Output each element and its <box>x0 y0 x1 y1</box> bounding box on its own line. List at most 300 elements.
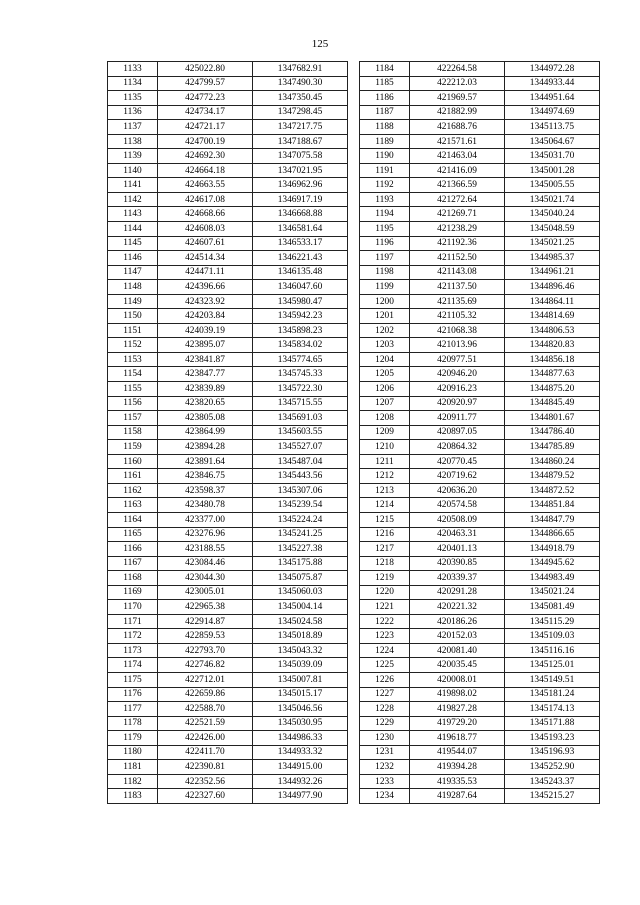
point-number-cell: 1147 <box>108 265 158 280</box>
point-number-cell: 1146 <box>108 251 158 266</box>
y-coordinate-cell: 1345007.81 <box>253 672 348 687</box>
table-row <box>360 207 600 222</box>
point-number-cell: 1182 <box>108 774 158 789</box>
table-row <box>108 614 348 629</box>
y-coordinate-cell: 1345004.14 <box>253 600 348 615</box>
table-row <box>108 600 348 615</box>
y-coordinate-cell: 1345980.47 <box>253 294 348 309</box>
point-number-cell: 1137 <box>108 120 158 135</box>
point-number-cell: 1174 <box>108 658 158 673</box>
table-row <box>360 192 600 207</box>
y-coordinate-cell: 1344974.69 <box>505 105 600 120</box>
y-coordinate-cell: 1345181.24 <box>505 687 600 702</box>
y-coordinate-cell: 1344785.89 <box>505 440 600 455</box>
x-coordinate-cell: 425022.80 <box>158 62 253 77</box>
table-row <box>108 62 348 77</box>
point-number-cell: 1199 <box>360 280 410 295</box>
y-coordinate-cell: 1345018.89 <box>253 629 348 644</box>
table-row <box>108 91 348 106</box>
y-coordinate-cell: 1344814.69 <box>505 309 600 324</box>
x-coordinate-cell: 424668.66 <box>158 207 253 222</box>
y-coordinate-cell: 1344933.32 <box>253 745 348 760</box>
x-coordinate-cell: 420770.45 <box>410 454 505 469</box>
x-coordinate-cell: 424664.18 <box>158 163 253 178</box>
point-number-cell: 1234 <box>360 789 410 804</box>
y-coordinate-cell: 1345081.49 <box>505 600 600 615</box>
x-coordinate-cell: 424514.34 <box>158 251 253 266</box>
table-row <box>360 149 600 164</box>
x-coordinate-cell: 424617.08 <box>158 192 253 207</box>
point-number-cell: 1196 <box>360 236 410 251</box>
y-coordinate-cell: 1345046.56 <box>253 702 348 717</box>
point-number-cell: 1176 <box>108 687 158 702</box>
table-row <box>360 469 600 484</box>
point-number-cell: 1163 <box>108 498 158 513</box>
x-coordinate-cell: 422352.56 <box>158 774 253 789</box>
table-row <box>108 483 348 498</box>
x-coordinate-cell: 420897.05 <box>410 425 505 440</box>
table-row <box>108 542 348 557</box>
table-row <box>360 178 600 193</box>
y-coordinate-cell: 1347682.91 <box>253 62 348 77</box>
point-number-cell: 1178 <box>108 716 158 731</box>
point-number-cell: 1139 <box>108 149 158 164</box>
y-coordinate-cell: 1345224.24 <box>253 512 348 527</box>
point-number-cell: 1233 <box>360 774 410 789</box>
point-number-cell: 1142 <box>108 192 158 207</box>
x-coordinate-cell: 424471.11 <box>158 265 253 280</box>
point-number-cell: 1144 <box>108 222 158 237</box>
y-coordinate-cell: 1344932.26 <box>253 774 348 789</box>
x-coordinate-cell: 422859.53 <box>158 629 253 644</box>
x-coordinate-cell: 421152.50 <box>410 251 505 266</box>
x-coordinate-cell: 424700.19 <box>158 134 253 149</box>
x-coordinate-cell: 423846.75 <box>158 469 253 484</box>
y-coordinate-cell: 1347217.75 <box>253 120 348 135</box>
point-number-cell: 1222 <box>360 614 410 629</box>
point-number-cell: 1154 <box>108 367 158 382</box>
point-number-cell: 1133 <box>108 62 158 77</box>
x-coordinate-cell: 421143.08 <box>410 265 505 280</box>
table-row <box>108 396 348 411</box>
y-coordinate-cell: 1345021.25 <box>505 236 600 251</box>
y-coordinate-cell: 1344820.83 <box>505 338 600 353</box>
table-row <box>108 498 348 513</box>
point-number-cell: 1151 <box>108 323 158 338</box>
table-row <box>108 382 348 397</box>
y-coordinate-cell: 1344877.63 <box>505 367 600 382</box>
coordinates-table-left <box>107 61 348 804</box>
point-number-cell: 1165 <box>108 527 158 542</box>
x-coordinate-cell: 422212.03 <box>410 76 505 91</box>
table-row <box>108 280 348 295</box>
point-number-cell: 1209 <box>360 425 410 440</box>
table-row <box>108 425 348 440</box>
x-coordinate-cell: 424323.92 <box>158 294 253 309</box>
x-coordinate-cell: 420463.31 <box>410 527 505 542</box>
y-coordinate-cell: 1344915.00 <box>253 760 348 775</box>
x-coordinate-cell: 419827.28 <box>410 702 505 717</box>
table-row <box>108 658 348 673</box>
point-number-cell: 1215 <box>360 512 410 527</box>
table-row <box>360 236 600 251</box>
x-coordinate-cell: 423891.64 <box>158 454 253 469</box>
point-number-cell: 1141 <box>108 178 158 193</box>
table-row <box>360 629 600 644</box>
y-coordinate-cell: 1345116.16 <box>505 643 600 658</box>
x-coordinate-cell: 423598.37 <box>158 483 253 498</box>
table-row <box>108 309 348 324</box>
x-coordinate-cell: 423188.55 <box>158 542 253 557</box>
x-coordinate-cell: 421137.50 <box>410 280 505 295</box>
x-coordinate-cell: 423044.30 <box>158 571 253 586</box>
table-row <box>108 367 348 382</box>
table-row <box>360 163 600 178</box>
y-coordinate-cell: 1345149.51 <box>505 672 600 687</box>
y-coordinate-cell: 1344933.44 <box>505 76 600 91</box>
x-coordinate-cell: 421269.71 <box>410 207 505 222</box>
point-number-cell: 1185 <box>360 76 410 91</box>
table-row <box>360 62 600 77</box>
point-number-cell: 1206 <box>360 382 410 397</box>
x-coordinate-cell: 421463.04 <box>410 149 505 164</box>
y-coordinate-cell: 1345487.04 <box>253 454 348 469</box>
point-number-cell: 1162 <box>108 483 158 498</box>
point-number-cell: 1229 <box>360 716 410 731</box>
y-coordinate-cell: 1346668.88 <box>253 207 348 222</box>
y-coordinate-cell: 1344864.11 <box>505 294 600 309</box>
point-number-cell: 1169 <box>108 585 158 600</box>
x-coordinate-cell: 423480.78 <box>158 498 253 513</box>
y-coordinate-cell: 1345241.25 <box>253 527 348 542</box>
point-number-cell: 1179 <box>108 731 158 746</box>
x-coordinate-cell: 423377.00 <box>158 512 253 527</box>
point-number-cell: 1191 <box>360 163 410 178</box>
point-number-cell: 1161 <box>108 469 158 484</box>
table-row <box>360 425 600 440</box>
x-coordinate-cell: 424039.19 <box>158 323 253 338</box>
y-coordinate-cell: 1346917.19 <box>253 192 348 207</box>
table-row <box>108 745 348 760</box>
y-coordinate-cell: 1345024.58 <box>253 614 348 629</box>
table-row <box>108 251 348 266</box>
point-number-cell: 1223 <box>360 629 410 644</box>
point-number-cell: 1189 <box>360 134 410 149</box>
x-coordinate-cell: 420390.85 <box>410 556 505 571</box>
y-coordinate-cell: 1344961.21 <box>505 265 600 280</box>
table-row <box>360 280 600 295</box>
x-coordinate-cell: 421238.29 <box>410 222 505 237</box>
x-coordinate-cell: 420081.40 <box>410 643 505 658</box>
table-row <box>108 149 348 164</box>
y-coordinate-cell: 1345115.29 <box>505 614 600 629</box>
point-number-cell: 1205 <box>360 367 410 382</box>
table-row <box>360 643 600 658</box>
point-number-cell: 1210 <box>360 440 410 455</box>
table-row <box>108 556 348 571</box>
y-coordinate-cell: 1345196.93 <box>505 745 600 760</box>
table-row <box>360 382 600 397</box>
x-coordinate-cell: 421571.61 <box>410 134 505 149</box>
table-row <box>360 483 600 498</box>
y-coordinate-cell: 1346581.64 <box>253 222 348 237</box>
x-coordinate-cell: 424721.17 <box>158 120 253 135</box>
point-number-cell: 1208 <box>360 411 410 426</box>
point-number-cell: 1184 <box>360 62 410 77</box>
table-row <box>360 396 600 411</box>
point-number-cell: 1217 <box>360 542 410 557</box>
x-coordinate-cell: 424692.30 <box>158 149 253 164</box>
point-number-cell: 1187 <box>360 105 410 120</box>
x-coordinate-cell: 420508.09 <box>410 512 505 527</box>
point-number-cell: 1170 <box>108 600 158 615</box>
x-coordinate-cell: 422264.58 <box>410 62 505 77</box>
table-row <box>360 440 600 455</box>
x-coordinate-cell: 423895.07 <box>158 338 253 353</box>
x-coordinate-cell: 423005.01 <box>158 585 253 600</box>
table-row <box>108 222 348 237</box>
point-number-cell: 1140 <box>108 163 158 178</box>
y-coordinate-cell: 1345048.59 <box>505 222 600 237</box>
x-coordinate-cell: 421105.32 <box>410 309 505 324</box>
table-row <box>108 789 348 804</box>
x-coordinate-cell: 420401.13 <box>410 542 505 557</box>
point-number-cell: 1203 <box>360 338 410 353</box>
point-number-cell: 1159 <box>108 440 158 455</box>
table-row <box>360 614 600 629</box>
y-coordinate-cell: 1345307.06 <box>253 483 348 498</box>
x-coordinate-cell: 422588.70 <box>158 702 253 717</box>
x-coordinate-cell: 423084.46 <box>158 556 253 571</box>
y-coordinate-cell: 1344806.53 <box>505 323 600 338</box>
y-coordinate-cell: 1344856.18 <box>505 352 600 367</box>
table-row <box>360 760 600 775</box>
y-coordinate-cell: 1344851.84 <box>505 498 600 513</box>
x-coordinate-cell: 421013.96 <box>410 338 505 353</box>
point-number-cell: 1213 <box>360 483 410 498</box>
x-coordinate-cell: 423276.96 <box>158 527 253 542</box>
table-row <box>108 702 348 717</box>
table-row <box>108 716 348 731</box>
y-coordinate-cell: 1345021.74 <box>505 192 600 207</box>
table-row <box>360 294 600 309</box>
y-coordinate-cell: 1345691.03 <box>253 411 348 426</box>
y-coordinate-cell: 1344945.62 <box>505 556 600 571</box>
point-number-cell: 1204 <box>360 352 410 367</box>
table-row <box>108 454 348 469</box>
y-coordinate-cell: 1345215.27 <box>505 789 600 804</box>
y-coordinate-cell: 1344872.52 <box>505 483 600 498</box>
x-coordinate-cell: 420864.32 <box>410 440 505 455</box>
point-number-cell: 1232 <box>360 760 410 775</box>
x-coordinate-cell: 424396.66 <box>158 280 253 295</box>
point-number-cell: 1148 <box>108 280 158 295</box>
table-row <box>108 731 348 746</box>
x-coordinate-cell: 424734.17 <box>158 105 253 120</box>
table-row <box>360 411 600 426</box>
x-coordinate-cell: 422965.38 <box>158 600 253 615</box>
point-number-cell: 1195 <box>360 222 410 237</box>
table-row <box>108 294 348 309</box>
point-number-cell: 1145 <box>108 236 158 251</box>
point-number-cell: 1202 <box>360 323 410 338</box>
table-row <box>360 512 600 527</box>
y-coordinate-cell: 1347188.67 <box>253 134 348 149</box>
point-number-cell: 1192 <box>360 178 410 193</box>
table-row <box>360 600 600 615</box>
table-row <box>108 469 348 484</box>
point-number-cell: 1221 <box>360 600 410 615</box>
x-coordinate-cell: 422327.60 <box>158 789 253 804</box>
table-row <box>360 789 600 804</box>
x-coordinate-cell: 422521.59 <box>158 716 253 731</box>
table-row <box>360 76 600 91</box>
x-coordinate-cell: 421366.59 <box>410 178 505 193</box>
x-coordinate-cell: 422411.70 <box>158 745 253 760</box>
point-number-cell: 1177 <box>108 702 158 717</box>
x-coordinate-cell: 424607.61 <box>158 236 253 251</box>
point-number-cell: 1172 <box>108 629 158 644</box>
point-number-cell: 1135 <box>108 91 158 106</box>
table-row <box>360 251 600 266</box>
y-coordinate-cell: 1346962.96 <box>253 178 348 193</box>
y-coordinate-cell: 1344866.65 <box>505 527 600 542</box>
point-number-cell: 1194 <box>360 207 410 222</box>
x-coordinate-cell: 419394.28 <box>410 760 505 775</box>
y-coordinate-cell: 1345031.70 <box>505 149 600 164</box>
x-coordinate-cell: 422746.82 <box>158 658 253 673</box>
x-coordinate-cell: 420152.03 <box>410 629 505 644</box>
y-coordinate-cell: 1344875.20 <box>505 382 600 397</box>
x-coordinate-cell: 424663.55 <box>158 178 253 193</box>
y-coordinate-cell: 1345064.67 <box>505 134 600 149</box>
y-coordinate-cell: 1345113.75 <box>505 120 600 135</box>
y-coordinate-cell: 1345043.32 <box>253 643 348 658</box>
x-coordinate-cell: 420291.28 <box>410 585 505 600</box>
x-coordinate-cell: 420008.01 <box>410 672 505 687</box>
y-coordinate-cell: 1345075.87 <box>253 571 348 586</box>
x-coordinate-cell: 420035.45 <box>410 658 505 673</box>
point-number-cell: 1198 <box>360 265 410 280</box>
point-number-cell: 1143 <box>108 207 158 222</box>
y-coordinate-cell: 1344845.49 <box>505 396 600 411</box>
point-number-cell: 1216 <box>360 527 410 542</box>
table-row <box>108 643 348 658</box>
table-row <box>360 731 600 746</box>
table-row <box>108 512 348 527</box>
table-row <box>360 702 600 717</box>
table-row <box>360 556 600 571</box>
x-coordinate-cell: 423841.87 <box>158 352 253 367</box>
point-number-cell: 1158 <box>108 425 158 440</box>
y-coordinate-cell: 1344985.37 <box>505 251 600 266</box>
table-row <box>360 658 600 673</box>
point-number-cell: 1188 <box>360 120 410 135</box>
point-number-cell: 1225 <box>360 658 410 673</box>
x-coordinate-cell: 423839.89 <box>158 382 253 397</box>
y-coordinate-cell: 1345898.23 <box>253 323 348 338</box>
table-row <box>108 629 348 644</box>
y-coordinate-cell: 1347350.45 <box>253 91 348 106</box>
x-coordinate-cell: 423805.08 <box>158 411 253 426</box>
y-coordinate-cell: 1345030.95 <box>253 716 348 731</box>
x-coordinate-cell: 424608.03 <box>158 222 253 237</box>
table-row <box>360 222 600 237</box>
y-coordinate-cell: 1345171.88 <box>505 716 600 731</box>
y-coordinate-cell: 1344983.49 <box>505 571 600 586</box>
table-row <box>108 105 348 120</box>
y-coordinate-cell: 1345239.54 <box>253 498 348 513</box>
x-coordinate-cell: 423864.99 <box>158 425 253 440</box>
table-row <box>360 367 600 382</box>
x-coordinate-cell: 420719.62 <box>410 469 505 484</box>
point-number-cell: 1227 <box>360 687 410 702</box>
table-row <box>360 571 600 586</box>
x-coordinate-cell: 420339.37 <box>410 571 505 586</box>
y-coordinate-cell: 1345040.24 <box>505 207 600 222</box>
y-coordinate-cell: 1347490.30 <box>253 76 348 91</box>
point-number-cell: 1173 <box>108 643 158 658</box>
y-coordinate-cell: 1345227.38 <box>253 542 348 557</box>
point-number-cell: 1136 <box>108 105 158 120</box>
point-number-cell: 1230 <box>360 731 410 746</box>
point-number-cell: 1166 <box>108 542 158 557</box>
point-number-cell: 1181 <box>108 760 158 775</box>
x-coordinate-cell: 422390.81 <box>158 760 253 775</box>
point-number-cell: 1149 <box>108 294 158 309</box>
y-coordinate-cell: 1344977.90 <box>253 789 348 804</box>
table-row <box>360 120 600 135</box>
table-row <box>108 323 348 338</box>
x-coordinate-cell: 421416.09 <box>410 163 505 178</box>
point-number-cell: 1183 <box>108 789 158 804</box>
point-number-cell: 1175 <box>108 672 158 687</box>
x-coordinate-cell: 423847.77 <box>158 367 253 382</box>
table-row <box>108 774 348 789</box>
x-coordinate-cell: 419544.07 <box>410 745 505 760</box>
x-coordinate-cell: 423894.28 <box>158 440 253 455</box>
y-coordinate-cell: 1345015.17 <box>253 687 348 702</box>
table-row <box>108 236 348 251</box>
table-row <box>360 542 600 557</box>
table-row <box>360 105 600 120</box>
x-coordinate-cell: 419287.64 <box>410 789 505 804</box>
point-number-cell: 1155 <box>108 382 158 397</box>
y-coordinate-cell: 1345001.28 <box>505 163 600 178</box>
y-coordinate-cell: 1345834.02 <box>253 338 348 353</box>
table-row <box>360 454 600 469</box>
y-coordinate-cell: 1345005.55 <box>505 178 600 193</box>
y-coordinate-cell: 1345193.23 <box>505 731 600 746</box>
x-coordinate-cell: 422914.87 <box>158 614 253 629</box>
point-number-cell: 1212 <box>360 469 410 484</box>
point-number-cell: 1152 <box>108 338 158 353</box>
y-coordinate-cell: 1345527.07 <box>253 440 348 455</box>
y-coordinate-cell: 1345603.55 <box>253 425 348 440</box>
table-row <box>360 716 600 731</box>
table-row <box>360 774 600 789</box>
y-coordinate-cell: 1347298.45 <box>253 105 348 120</box>
table-row <box>360 91 600 106</box>
x-coordinate-cell: 424772.23 <box>158 91 253 106</box>
table-row <box>360 672 600 687</box>
y-coordinate-cell: 1344918.79 <box>505 542 600 557</box>
point-number-cell: 1214 <box>360 498 410 513</box>
table-row <box>108 76 348 91</box>
x-coordinate-cell: 419335.53 <box>410 774 505 789</box>
x-coordinate-cell: 419618.77 <box>410 731 505 746</box>
table-row <box>360 134 600 149</box>
